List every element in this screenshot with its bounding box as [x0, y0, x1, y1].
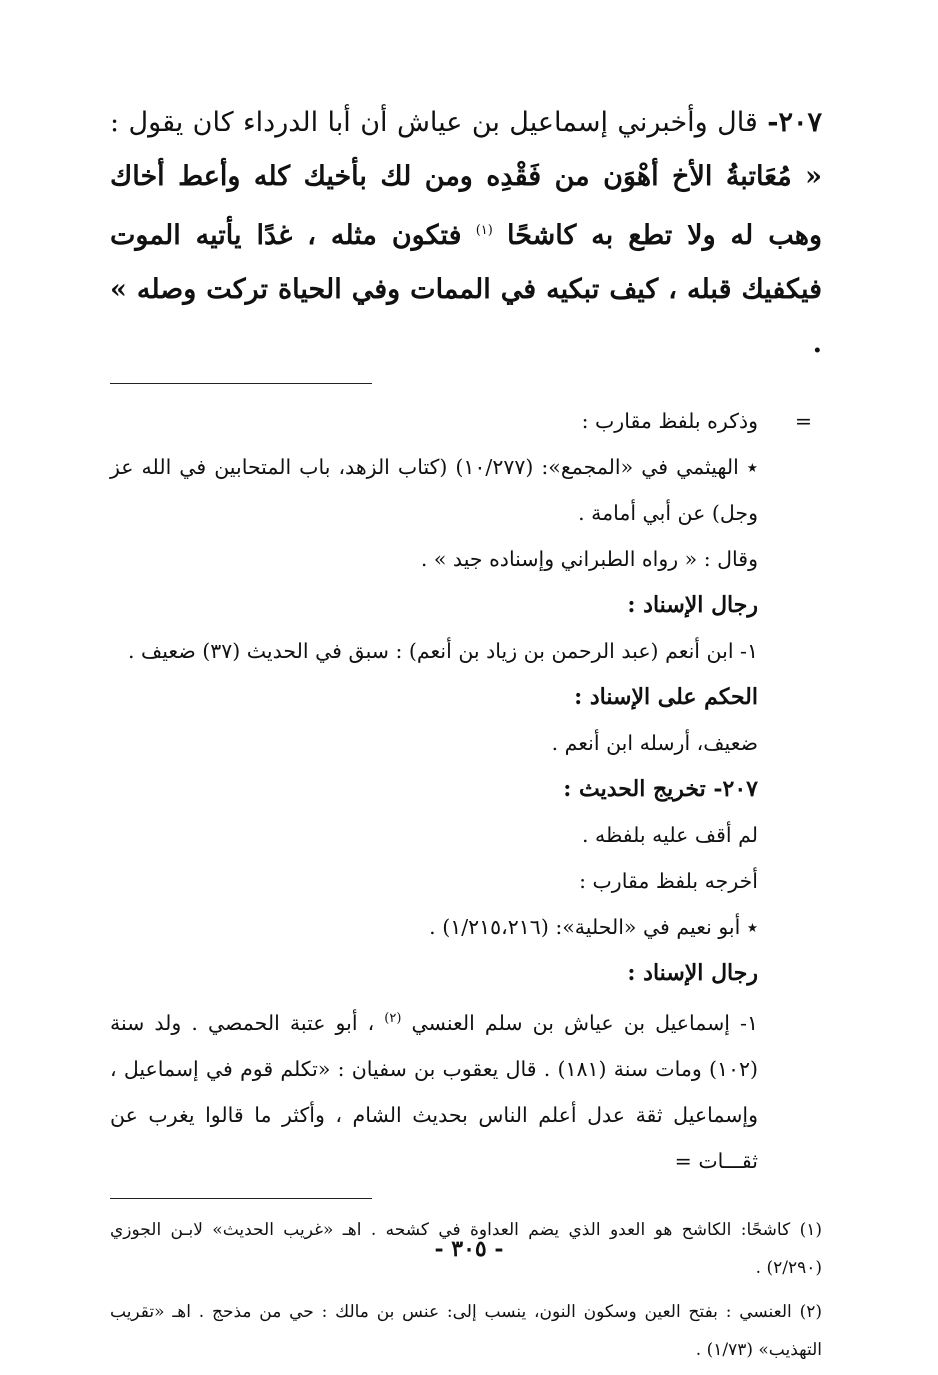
ismail-part1: ١- إسماعيل بن عياش بن سلم العنسي	[411, 1010, 758, 1035]
haythami-line: ٭ الهيثمي في «المجمع»: (١٠/٢٧٧) (كتاب الزهد، باب المتحابين في الله عز وجل) عن أبي أمامة .	[110, 455, 758, 525]
footnote-2: (٢) العنسي : بفتح العين وسكون النون، ينسب إلى: عنس بن مالك : حي من مذحج . اهـ «تقريب التهذيب» (١/٧٣) .	[110, 1301, 822, 1360]
document-page	[110, 96, 822, 1375]
rijal-heading-2: رجال الإسناد :	[627, 960, 758, 986]
hukm-line: ضعيف، أرسله ابن أنعم .	[551, 731, 758, 755]
ismail-part2: ، أبو عتبة الحمصي . ولد سنة (١٠٢) ومات سنة (١٨١) . قال يعقوب بن سفيان : «تكلم قوم في إسماعيل ، وإسماعيل ثقة عدل أعلم الناس بحديث الشام ، وأكثر ما قالوا يغرب عن ثقـــات	[110, 1010, 758, 1173]
hadith-number: ٢٠٧-	[767, 107, 822, 138]
hadith-matn-part2: فتكون مثله ، غدًا يأتيه الموت فيكفيك قبله ، كيف تبكيه في الممات وفي الحياة تركت وصله » .	[110, 220, 822, 359]
hadith-matn-part1: « مُعَاتبةُ الأخ أهْوَن من فَقْدِه ومن لك بأخيك كله وأعط أخاك وهب له ولا تطع به كاشحًا	[110, 161, 822, 251]
rijal-1-line: ١- ابن أنعم (عبد الرحمن بن زياد بن أنعم) : سبق في الحديث (٣٧) ضعيف .	[127, 639, 758, 663]
takhrij-line-2: أخرجه بلفظ مقارب :	[579, 869, 758, 893]
page-number: - ٣٠٥ -	[434, 1236, 504, 1262]
commentary	[110, 398, 822, 1184]
ismail-paragraph	[110, 996, 822, 1184]
takhrij-line-1: لم أقف عليه بلفظه .	[581, 823, 758, 847]
continuation-mark: =	[794, 409, 812, 433]
commentary-line-1: =وذكره بلفظ مقارب :	[110, 398, 822, 444]
end-mark: =	[674, 1148, 692, 1173]
footnote-separator	[110, 1198, 372, 1199]
footnotes	[110, 1211, 822, 1369]
footnote-1-marker: (١)	[475, 223, 493, 238]
hukm-heading: الحكم على الإسناد :	[574, 684, 758, 710]
main-separator	[110, 383, 372, 384]
hadith-207	[110, 96, 822, 371]
takhrij-heading: ٢٠٧- تخريج الحديث :	[563, 776, 758, 802]
abu-nuaym-line: ٭ أبو نعيم في «الحلية»: (١/٢١٥،٢١٦) .	[429, 915, 758, 939]
rijal-heading-1: رجال الإسناد :	[627, 592, 758, 618]
hadith-intro: قال وأخبرني إسماعيل بن عياش أن أبا الدرداء كان يقول :	[110, 107, 758, 138]
footnote-1: (١) كاشحًا: الكاشح هو العدو الذي يضم العداوة في كشحه . اهـ «غريب الحديث» لابـن الجوزي (٢/٢٩٠) .	[110, 1219, 822, 1278]
footnote-2-marker: (٢)	[384, 1011, 402, 1026]
qala-line: وقال : « رواه الطبراني وإسناده جيد » .	[420, 547, 758, 571]
